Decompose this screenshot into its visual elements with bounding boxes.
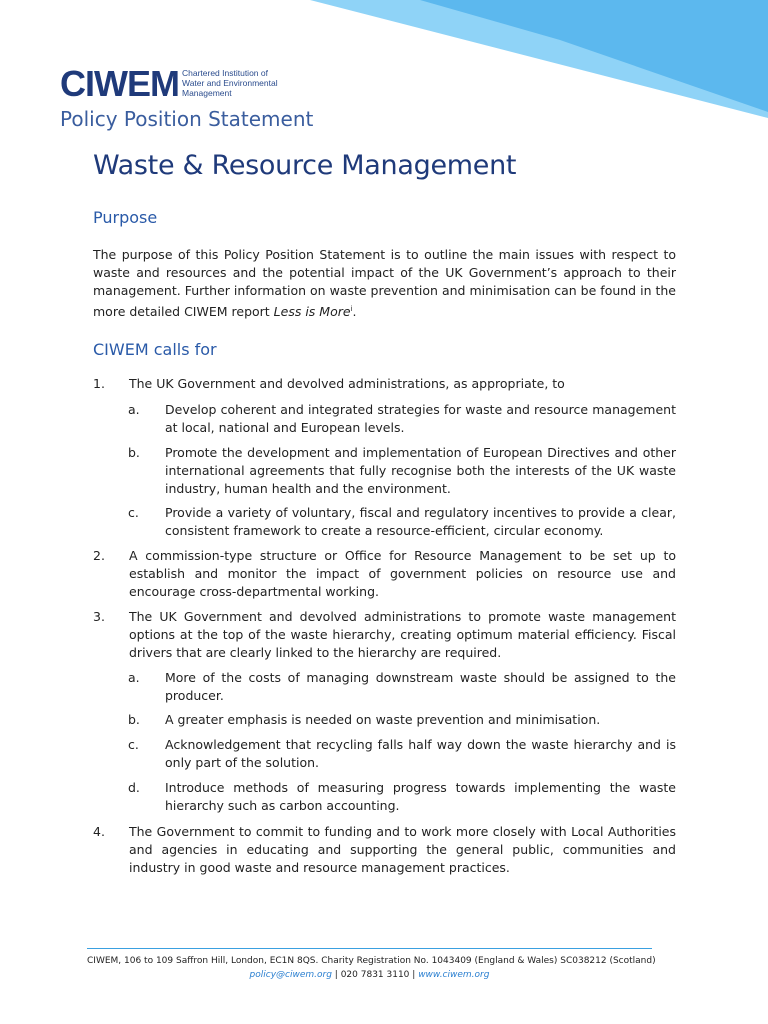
logo-subtitle [182,68,278,98]
list-item-text: The UK Government and devolved administrations, as appropriate, to [129,376,565,391]
list-marker: 1. [93,376,105,391]
page-title: Waste & Resource Management [93,150,517,181]
phone-number: 020 7831 3110 [340,970,410,980]
sub-list-item-text: Acknowledgement that recycling falls half way down the waste hierarchy and is only part of the solution. [165,737,676,770]
sub-list-marker: b. [128,712,140,727]
list-item-text: The UK Government and devolved administrations to promote waste management options at the top of the waste hierarchy, creating optimum material efficiency. Fiscal drivers that are clearly linked to the hierarchy are required. [129,609,676,660]
sub-list-item-text: Introduce methods of measuring progress towards implementing the waste hierarchy such as carbon accounting. [165,780,676,813]
logo-line: Management [181,88,232,98]
list-marker: 2. [93,548,105,563]
purpose-text-end: . [352,304,357,320]
sub-list-item-text: Provide a variety of voluntary, fiscal and regulatory incentives to provide a clear, consistent framework to create a resource-efficient, circular economy. [165,505,676,538]
list-item-text: The Government to commit to funding and to work more closely with Local Authorities and agencies in educating and supporting the general public, communities and industry in good waste and resource management practices. [129,824,676,875]
sub-list-marker: c. [128,505,139,520]
footer-divider [87,948,652,949]
purpose-paragraph [93,246,676,321]
footer-contact [87,970,652,980]
footer-separator: | [409,970,419,980]
footer-separator: | [331,970,341,980]
report-title-link[interactable]: Less is More [273,304,351,320]
ciwem-logo[interactable] [60,63,278,104]
email-link[interactable]: policy@ciwem.org [249,970,332,980]
sub-list-item-text: A greater emphasis is needed on waste prevention and minimisation. [165,712,601,727]
website-link[interactable]: www.ciwem.org [418,970,490,980]
purpose-text: The purpose of this Policy Position Statement is to outline the main issues with respect to waste and resources and the potential impact of the UK Government’s approach to their management. Further information on waste prevention and minimisation can be found in the more detailed CIWEM report [93,247,676,320]
purpose-heading: Purpose [93,208,158,227]
sub-list-marker: d. [128,780,140,795]
footnote-marker[interactable]: i [350,305,353,313]
logo-wordmark: CIWEM [60,63,179,104]
document-type: Policy Position Statement [60,107,314,131]
list-item-text: A commission-type structure or Office for Resource Management to be set up to establish and monitor the impact of government policies on resource use and encourage cross-departmental working. [129,548,676,599]
sub-list-marker: c. [128,737,139,752]
calls-heading: CIWEM calls for [93,340,217,359]
logo-line: Chartered Institution of [181,68,268,78]
sub-list-item-text: Develop coherent and integrated strategies for waste and resource management at local, national and European levels. [165,402,676,435]
sub-list-marker: b. [128,445,140,460]
sub-list-item-text: Promote the development and implementation of European Directives and other international agreements that fully recognise both the interests of the UK waste industry, human health and the environment. [165,445,676,496]
sub-list-marker: a. [128,402,140,417]
logo-line: Water and Environmental [181,78,278,88]
footer-address: CIWEM, 106 to 109 Saffron Hill, London, EC1N 8QS. Charity Registration No. 1043409 (England & Wales) SC038212 (Scotland) [87,956,656,966]
sub-list-marker: a. [128,670,140,685]
sub-list-item-text: More of the costs of managing downstream waste should be assigned to the producer. [165,670,676,703]
list-marker: 3. [93,609,105,624]
list-marker: 4. [93,824,105,839]
